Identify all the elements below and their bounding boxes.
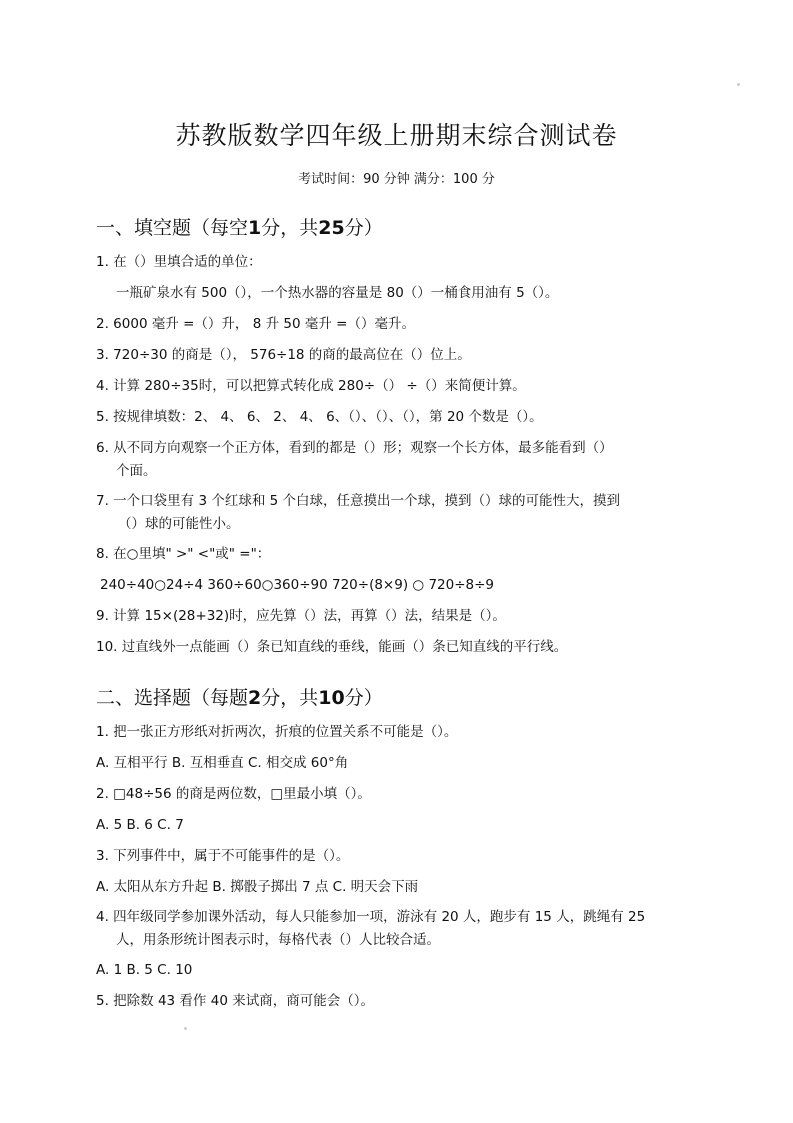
question-line: 5. 把除数 43 看作 40 来试商，商可能会（）。 [96, 993, 374, 1009]
question-line: 1. 在（）里填合适的单位： [96, 254, 262, 270]
option-line: A. 互相平行 B. 互相垂直 C. 相交成 60°角 [96, 755, 349, 771]
question-line: 2. 6000 毫升 =（）升， 8 升 50 毫升 =（）毫升。 [96, 316, 415, 332]
section-heading-fill-blank [96, 213, 383, 240]
question-line: 5. 按规律填数：2、 4、 6、 2、 4、 6、（）、（）、（），第 20 个数是（）。 [96, 409, 543, 425]
section-heading-number: 1 [248, 217, 262, 239]
section-heading-total: 25 [318, 217, 345, 239]
page-title: 苏教版数学四年级上册期末综合测试卷 [175, 121, 618, 150]
section-heading-total: 10 [318, 687, 345, 709]
section-heading-mid: 分，共 [261, 687, 319, 709]
question-line-continued: 人，用条形统计图表示时，每格代表（）人比较合适。 [116, 932, 440, 948]
section-heading-number: 2 [248, 687, 262, 709]
question-line: 7. 一个口袋里有 3 个红球和 5 个白球，任意摸出一个球，摸到（）球的可能性大，摸到 [96, 493, 621, 509]
question-line: 10. 过直线外一点能画（）条已知直线的垂线，能画（）条已知直线的平行线。 [96, 639, 568, 655]
section-heading-prefix: 二、选择题（每题 [96, 687, 249, 709]
scan-speck [184, 1027, 187, 1030]
question-line-continued: 个面。 [116, 463, 157, 479]
scan-speck [737, 83, 740, 86]
section-heading-suffix: 分） [344, 217, 383, 239]
section-heading-suffix: 分） [344, 687, 383, 709]
option-line: A. 1 B. 5 C. 10 [96, 962, 193, 978]
section-heading-mid: 分，共 [261, 217, 319, 239]
section-heading-choice [96, 683, 383, 710]
question-line: 一瓶矿泉水有 500（），一个热水器的容量是 80（）一桶食用油有 5（）。 [116, 285, 559, 301]
question-line: 240÷40○24÷4 360÷60○360÷90 720÷(8×9) ○ 720÷8÷9 [100, 577, 495, 593]
question-line: 9. 计算 15×(28+32)时，应先算（）法，再算（）法，结果是（）。 [96, 608, 506, 624]
question-line-continued: （）球的可能性小。 [118, 516, 240, 532]
section-heading-prefix: 一、填空题（每空 [96, 217, 249, 239]
exam-info: 考试时间：90 分钟 满分：100 分 [298, 172, 495, 187]
question-line: 6. 从不同方向观察一个正方体，看到的都是（）形；观察一个长方体，最多能看到（） [96, 440, 613, 456]
option-line: A. 5 B. 6 C. 7 [96, 817, 184, 833]
question-line: 3. 下列事件中，属于不可能事件的是（）。 [96, 848, 350, 864]
question-line: 8. 在○里填" >" <"或" ="： [96, 546, 271, 562]
question-line: 1. 把一张正方形纸对折两次，折痕的位置关系不可能是（）。 [96, 724, 458, 740]
option-line: A. 太阳从东方升起 B. 掷骰子掷出 7 点 C. 明天会下雨 [96, 879, 419, 895]
question-line: 3. 720÷30 的商是（）， 576÷18 的商的最高位在（）位上。 [96, 347, 471, 363]
question-line: 4. 四年级同学参加课外活动，每人只能参加一项，游泳有 20 人，跑步有 15 人，跳绳有 25 [96, 909, 646, 925]
question-line: 4. 计算 280÷35时，可以把算式转化成 280÷（） ÷（）来简便计算。 [96, 378, 526, 394]
question-line: 2. □48÷56 的商是两位数，□里最小填（）。 [96, 786, 371, 802]
